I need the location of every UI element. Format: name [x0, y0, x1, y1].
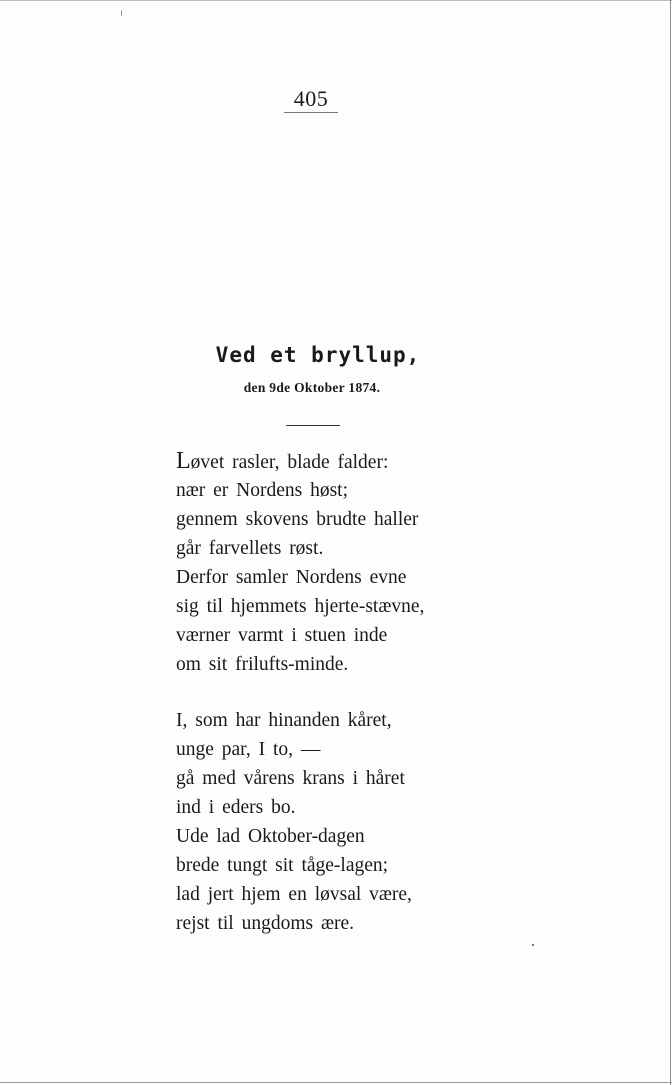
scan-speck	[532, 944, 534, 946]
verse-line: gå med vårens krans i håret	[176, 768, 405, 789]
poem-title: Ved et bryllup,	[215, 343, 421, 367]
poem-subtitle: den 9de Oktober 1874.	[243, 380, 381, 395]
verse-line-text: øvet rasler, blade falder:	[190, 452, 389, 473]
verse-line: lad jert hjem en løvsal være,	[176, 884, 412, 905]
scan-speck	[121, 10, 122, 16]
scan-edge-right	[670, 0, 671, 1085]
scan-edge-top	[0, 0, 672, 1]
verse-line: brede tungt sit tåge-lagen;	[176, 855, 389, 876]
page-number: 405	[293, 86, 329, 111]
verse-line: Ude lad Oktober-dagen	[176, 826, 365, 847]
stanza-1	[176, 447, 424, 679]
title-divider	[286, 425, 340, 426]
verse-line: ind i eders bo.	[176, 797, 296, 818]
scan-edge-bottom	[0, 1082, 672, 1083]
verse-line: går farvellets røst.	[176, 538, 324, 559]
initial-letter: L	[176, 448, 191, 474]
verse-line	[176, 447, 424, 476]
verse-line: nær er Nordens høst;	[176, 480, 349, 501]
page-number-underline	[284, 112, 338, 113]
verse-line: sig til hjemmets hjerte-stævne,	[176, 596, 425, 617]
verse-line: Derfor samler Nordens evne	[176, 567, 407, 588]
verse-line: I, som har hinanden kåret,	[176, 710, 392, 731]
verse-line: unge par, I to, —	[176, 739, 321, 760]
stanza-2	[176, 706, 412, 938]
verse-line: værner varmt i stuen inde	[176, 625, 388, 646]
verse-line: rejst til ungdoms ære.	[176, 913, 354, 934]
verse-line: om sit frilufts-minde.	[176, 654, 349, 675]
verse-line: gennem skovens brudte haller	[176, 509, 419, 530]
